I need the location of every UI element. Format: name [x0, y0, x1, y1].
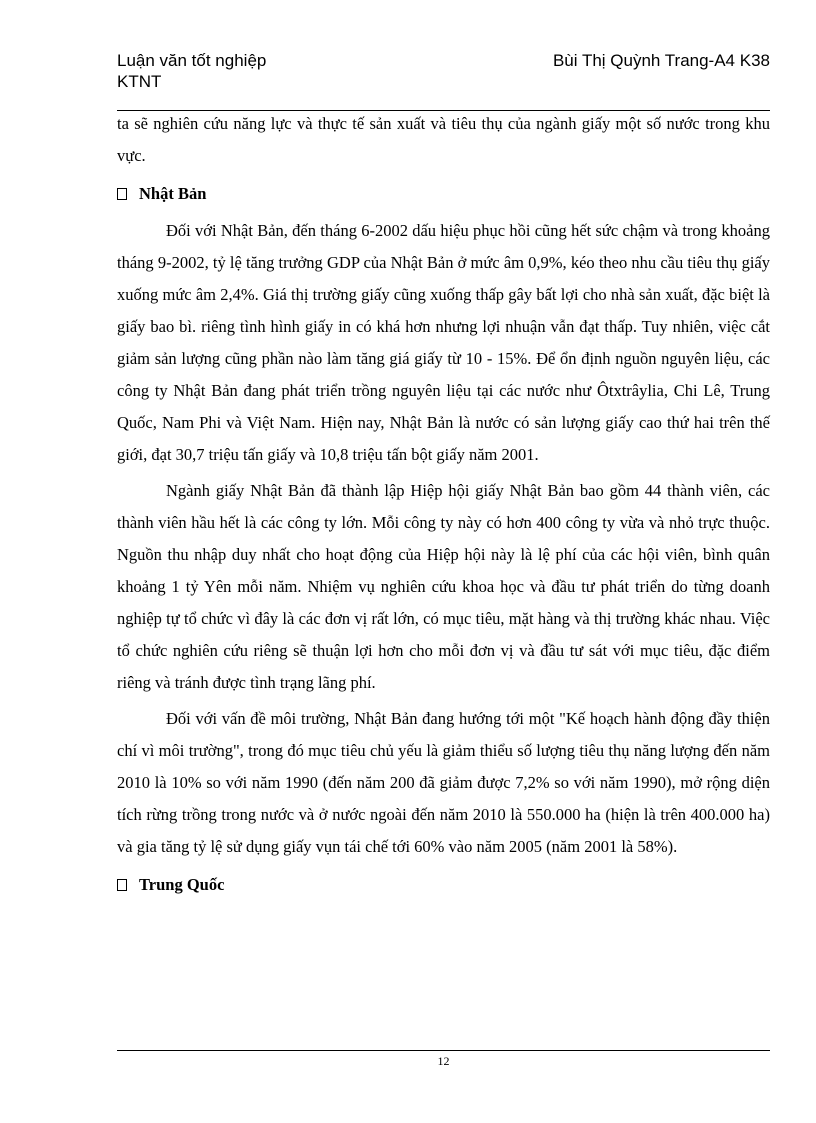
section-heading-china	[117, 869, 770, 901]
paragraph-japan-association: Ngành giấy Nhật Bản đã thành lập Hiệp hội giấy Nhật Bản bao gồm 44 thành viên, các thành viên hầu hết là các công ty lớn. Mỗi công ty này có hơn 400 công ty vừa và nhỏ trực thuộc. Nguồn thu nhập duy nhất cho hoạt động của Hiệp hội này là lệ phí của các hội viên, bình quân khoảng 1 tỷ Yên mỗi năm. Nhiệm vụ nghiên cứu khoa học và đầu tư phát triển do từng doanh nghiệp tự tổ chức vì đây là các đơn vị rất lớn, có mục tiêu, mặt hàng và thị trường khác nhau. Việc tổ chức nghiên cứu riêng sẽ thuận lợi hơn cho mỗi đơn vị và đầu tư sát với mục tiêu, đặc điểm riêng và tránh được tình trạng lãng phí.	[117, 481, 770, 692]
footer-divider	[117, 1050, 770, 1051]
heading-japan-text: Nhật Bản	[139, 184, 207, 203]
heading-china-text: Trung Quốc	[139, 875, 225, 894]
paragraph-japan-environment: Đối với vấn đề môi trường, Nhật Bản đang hướng tới một "Kế hoạch hành động đầy thiện chí vì môi trường", trong đó mục tiêu chủ yếu là giảm thiểu số lượng tiêu thụ năng lượng đến năm 2010 là 10% so với năm 1990 (đến năm 200 đã giảm được 7,2% so với năm 1990), mở rộng diện tích rừng trồng trong nước và ở nước ngoài đến năm 2010 là 550.000 ha (hiện là trên 400.000 ha) và gia tăng tỷ lệ sử dụng giấy vụn tái chế tới 60% vào năm 2005 (năm 2001 là 58%).	[117, 709, 770, 856]
square-bullet-icon	[117, 188, 127, 200]
document-body	[117, 108, 770, 906]
header-thesis-title: Luận văn tốt nghiệp	[117, 51, 267, 70]
square-bullet-icon	[117, 879, 127, 891]
header-major: KTNT	[117, 72, 162, 91]
paragraph-japan-economy: Đối với Nhật Bản, đến tháng 6-2002 dấu hiệu phục hồi cũng hết sức chậm và trong khoảng tháng 9-2002, tỷ lệ tăng trưởng GDP của Nhật Bản ở mức âm 0,9%, kéo theo nhu cầu tiêu thụ giấy xuống mức âm 2,4%. Giá thị trường giấy cũng xuống thấp gây bất lợi cho nhà sản xuất, đặc biệt là giấy bao bì. riêng tình hình giấy in có khá hơn nhưng lợi nhuận vẫn đạt thấp. Tuy nhiên, việc cắt giảm sản lượng cũng phần nào làm tăng giá giấy từ 10 - 15%. Để ổn định nguồn nguyên liệu, các công ty Nhật Bản đang phát triển trồng nguyên liệu tại các nước như Ôtxtrâylia, Chi Lê, Trung Quốc, Nam Phi và Việt Nam. Hiện nay, Nhật Bản là nước có sản lượng giấy cao thứ hai trên thế giới, đạt 30,7 triệu tấn giấy và 10,8 triệu tấn bột giấy năm 2001.	[117, 221, 770, 464]
header-left	[117, 50, 266, 92]
section-heading-japan	[117, 178, 770, 210]
header-author: Bùi Thị Quỳnh Trang-A4 K38	[552, 51, 770, 70]
intro-paragraph: ta sẽ nghiên cứu năng lực và thực tế sản xuất và tiêu thụ của ngành giấy một số nước trong khu vực.	[117, 114, 770, 165]
page-number: 12	[437, 1054, 450, 1068]
